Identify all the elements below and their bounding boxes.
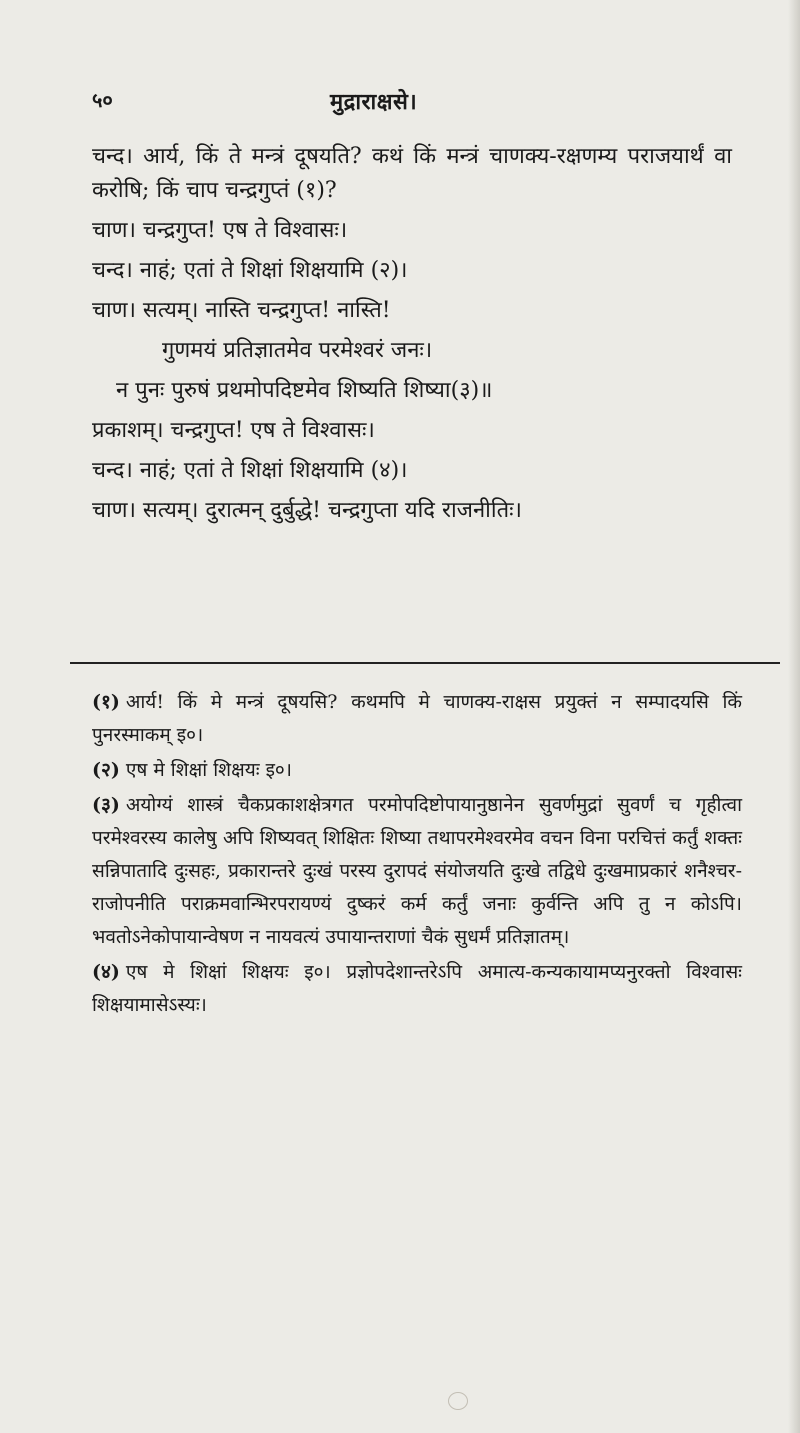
page-header bbox=[92, 86, 732, 120]
footnotes bbox=[92, 686, 742, 1024]
dialogue-line: चाण। चन्द्रगुप्त! एष ते विश्वासः। bbox=[92, 218, 348, 243]
footnote-mark: (१) bbox=[92, 691, 120, 713]
page-number: ५० bbox=[92, 88, 113, 112]
running-title: मुद्राराक्षसे। bbox=[330, 89, 418, 115]
dialogue-line: चन्द। आर्य, किं ते मन्त्रं दूषयति? कथं किं मन्त्रं चाणक्य-रक्षणम्य पराजयार्थं वा करोषि; किं चाप चन्द्रगुप्तं (१)? bbox=[92, 144, 732, 203]
footnote bbox=[92, 789, 742, 954]
footnote-mark: (४) bbox=[92, 961, 120, 983]
footnote-text: एष मे शिक्षां शिक्षयः इ०। bbox=[125, 759, 293, 781]
dialogue-line: चन्द। नाहं; एतां ते शिक्षां शिक्षयामि (२)। bbox=[92, 258, 408, 283]
footnote-text: आर्य! किं मे मन्त्रं दूषयसि? कथमपि मे चाणक्य-राक्षस प्रयुक्तं न सम्पादयसि किं पुनरस्माकम् इ०। bbox=[92, 691, 742, 746]
verse-line: गुणमयं प्रतिज्ञातमेव परमेश्वरं जनः। bbox=[162, 338, 433, 363]
footnote-mark: (३) bbox=[92, 794, 120, 816]
footnote bbox=[92, 956, 742, 1022]
footnote-text: एष मे शिक्षां शिक्षयः इ०। प्रज्ञोपदेशान्तरेऽपि अमात्य-कन्यकायामप्यनुरक्तो विश्वासः शिक्षयामासेऽस्यः। bbox=[92, 961, 742, 1016]
footnote-text: अयोग्यं शास्त्रं चैकप्रकाशक्षेत्रगत परमोपदिष्टोपायानुष्ठानेन सुवर्णमुद्रां सुवर्णं च गृहीत्वा परमेश्वरस्य कालेषु अपि शिष्यवत् शिक्षितः शिष्या तथापरमेश्वरमेव वचन विना परचित्तं कर्तुं शक्तः सन्निपातादि दुःसहः, प्रकारान्तरे दुःखं परस्य दुरापदं संयोजयति दुःखे तद्विधे दुःखमाप्रकारं शनैश्चर-राजोपनीति पराक्रमवान्भिरपरायण्यं दुष्करं कर्म कर्तुं जनाः कुर्वन्ति अपि तु न कोऽपि। भवतोऽनेकोपायान्वेषण न नायवत्यं उपायान्तराणां चैकं सुधर्मं प्रतिज्ञातम्। bbox=[92, 794, 742, 948]
main-text bbox=[92, 140, 732, 534]
footnote-mark: (२) bbox=[92, 759, 120, 781]
dialogue-line: चाण। सत्यम्। दुरात्मन् दुर्बुद्धे! चन्द्रगुप्ता यदि राजनीतिः। bbox=[92, 498, 522, 523]
dialogue-line: चाण। सत्यम्। नास्ति चन्द्रगुप्त! नास्ति! bbox=[92, 298, 391, 323]
ink-smudge bbox=[448, 1392, 468, 1410]
dialogue-line: चन्द। नाहं; एतां ते शिक्षां शिक्षयामि (४)। bbox=[92, 458, 408, 483]
page-spine-shadow bbox=[788, 0, 800, 1433]
footnote bbox=[92, 686, 742, 752]
footnote-divider bbox=[70, 662, 780, 664]
verse-line: न पुनः पुरुषं प्रथमोपदिष्टमेव शिष्यति शिष्या(३)॥ bbox=[116, 378, 493, 403]
footnote bbox=[92, 754, 742, 787]
dialogue-line: प्रकाशम्। चन्द्रगुप्त! एष ते विश्वासः। bbox=[92, 418, 375, 443]
